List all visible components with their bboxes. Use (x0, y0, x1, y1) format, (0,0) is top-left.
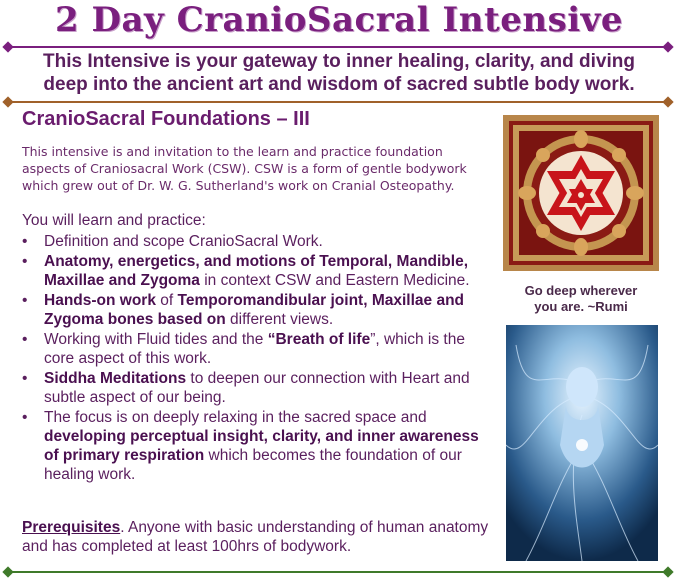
list-item: • Working with Fluid tides and the “Breath of life”, which is the core aspect of this work. (22, 330, 492, 368)
diamond-icon (2, 566, 13, 577)
list-item: • Anatomy, energetics, and motions of Temporal, Mandible, Maxillae and Zygoma in context CSW and Eastern Medicine. (22, 252, 492, 290)
intro-paragraph: This intensive is and invitation to the learn and practice foundation aspects of Craniosacral Work (CSW). CSW is a form of gentle bodywork which grew out of Dr. W. G. Sutherland's work on Cranial Osteopathy. (22, 144, 467, 193)
prerequisites-label: Prerequisites (22, 519, 121, 536)
rumi-quote (503, 283, 659, 315)
list-item: • The focus is on deeply relaxing in the sacred space and developing perceptual insight, clarity, and inner awareness of primary respiration which becomes the foundation of our healing work. (22, 408, 492, 484)
list-item: • Hands-on work of Temporomandibular joint, Maxillae and Zygoma bones based on different views. (22, 291, 492, 329)
diamond-icon (662, 566, 673, 577)
learn-label: You will learn and practice: (22, 212, 206, 229)
prerequisites: Prerequisites. Anyone with basic understanding of human anatomy and has completed at least 100hrs of bodywork. (22, 519, 489, 555)
list-item: • Siddha Meditations to deepen our connection with Heart and subtle aspect of our being. (22, 369, 492, 407)
page-title: 2 Day CranioSacral Intensive (54, 0, 624, 40)
list-item: • Definition and scope CranioSacral Work. (22, 232, 492, 251)
topics-list (22, 232, 492, 485)
subtitle (10, 50, 668, 96)
divider-top (8, 46, 668, 48)
sri-yantra-image (503, 115, 659, 271)
diamond-icon (2, 96, 13, 107)
subtitle-line-1: This Intensive is your gateway to inner healing, clarity, and diving (43, 51, 635, 72)
quote-line-1: Go deep wherever (524, 283, 638, 298)
divider-bottom (8, 571, 668, 573)
divider-middle (8, 101, 668, 103)
quote-line-2: you are. ~Rumi (534, 299, 628, 314)
section-heading: CranioSacral Foundations – III (22, 108, 310, 130)
meditation-figure-image (506, 325, 658, 561)
subtitle-line-2: deep into the ancient art and wisdom of sacred subtle body work. (43, 74, 635, 95)
diamond-icon (662, 96, 673, 107)
